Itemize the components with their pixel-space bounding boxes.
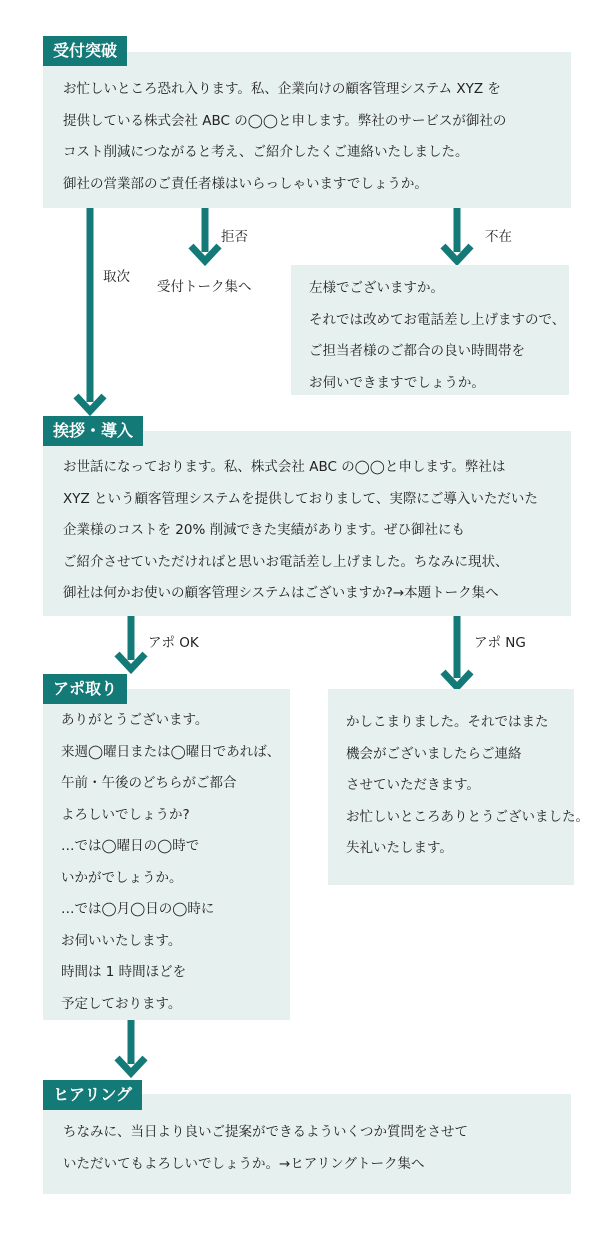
ng-line: お忙しいところありとうございました。 (346, 808, 589, 825)
hearing-line: ちなみに、当日より良いご提案ができるよういくつか質問をさせて (63, 1124, 468, 1140)
greeting-line: ご紹介させていただければと思いお電話差し上げました。ちなみに現状、 (63, 553, 509, 570)
branch-reject-target: 受付トーク集へ (157, 279, 252, 295)
greeting-line: XYZ という顧客管理システムを提供しておりまして、実際にご導入いただいた (63, 490, 538, 507)
absent-line: ご担当者様のご都合の良い時間帯を (309, 343, 525, 359)
greeting-line: 企業様のコストを 20% 削減できた実績があります。ぜひ御社にも (63, 522, 466, 538)
branch-label-reject: 拒否 (221, 229, 248, 245)
appointment-box (43, 689, 290, 1020)
absent-line: 左様でございますか。 (309, 280, 444, 296)
ng-line: かしこまりました。それではまた (346, 714, 549, 730)
greeting-line: お世話になっております。私、株式会社 ABC の◯◯と申します。弊社は (63, 459, 506, 475)
absent-line: それでは改めてお電話差し上げますので、 (309, 311, 566, 328)
appointment-line: ありがとうございます。 (61, 712, 209, 728)
appointment-line: よろしいでしょうか? (61, 806, 190, 823)
reception-line: 提供している株式会社 ABC の◯◯と申します。弊社のサービスが御社の (63, 112, 507, 129)
appointment-line: お伺いいたします。 (61, 932, 182, 949)
appointment-line: 時間は 1 時間ほどを (61, 964, 187, 980)
appointment-line: いかがでしょうか。 (61, 869, 183, 886)
appointment-line: 午前・午後のどちらがご都合 (61, 775, 237, 791)
branch-label-connect: 取次 (103, 269, 130, 285)
ng-line: させていただきます。 (346, 777, 480, 793)
reception-title: 受付突破 (43, 36, 127, 66)
ng-box (328, 689, 589, 885)
reception-line: コスト削減につながると考え、ご紹介したくご連絡いたしました。 (63, 144, 469, 160)
appointment-line: 予定しております。 (61, 995, 182, 1012)
reception-box (43, 52, 571, 208)
ng-line: 機会がございましたらご連絡 (346, 745, 522, 762)
greeting-line: 御社は何かお使いの顧客管理システムはございますか?→本題トーク集へ (63, 585, 499, 601)
appointment-line: …では◯月◯日の◯時に (61, 901, 215, 917)
greeting-title: 挨拶・導入 (43, 416, 143, 446)
appointment-line: …では◯曜日の◯時で (61, 838, 200, 854)
hearing-line: いただいてもよろしいでしょうか。→ヒアリングトーク集へ (63, 1155, 425, 1172)
reception-line: 御社の営業部のご責任者様はいらっしゃいますでしょうか。 (63, 175, 428, 192)
hearing-title: ヒアリング (43, 1080, 142, 1110)
appointment-line: 来週◯曜日または◯曜日であれば、 (61, 743, 281, 760)
greeting-box (43, 431, 571, 616)
branch-label-apo-ok: アポ OK (148, 635, 199, 651)
branch-label-absent: 不在 (485, 229, 512, 245)
appointment-title: アポ取り (43, 674, 127, 704)
ng-line: 失礼いたします。 (346, 840, 453, 856)
absent-line: お伺いできますでしょうか。 (309, 374, 485, 391)
branch-label-apo-ng: アポ NG (474, 635, 526, 651)
reception-line: お忙しいところ恐れ入ります。私、企業向けの顧客管理システム XYZ を (63, 81, 501, 97)
absent-box (291, 265, 569, 395)
